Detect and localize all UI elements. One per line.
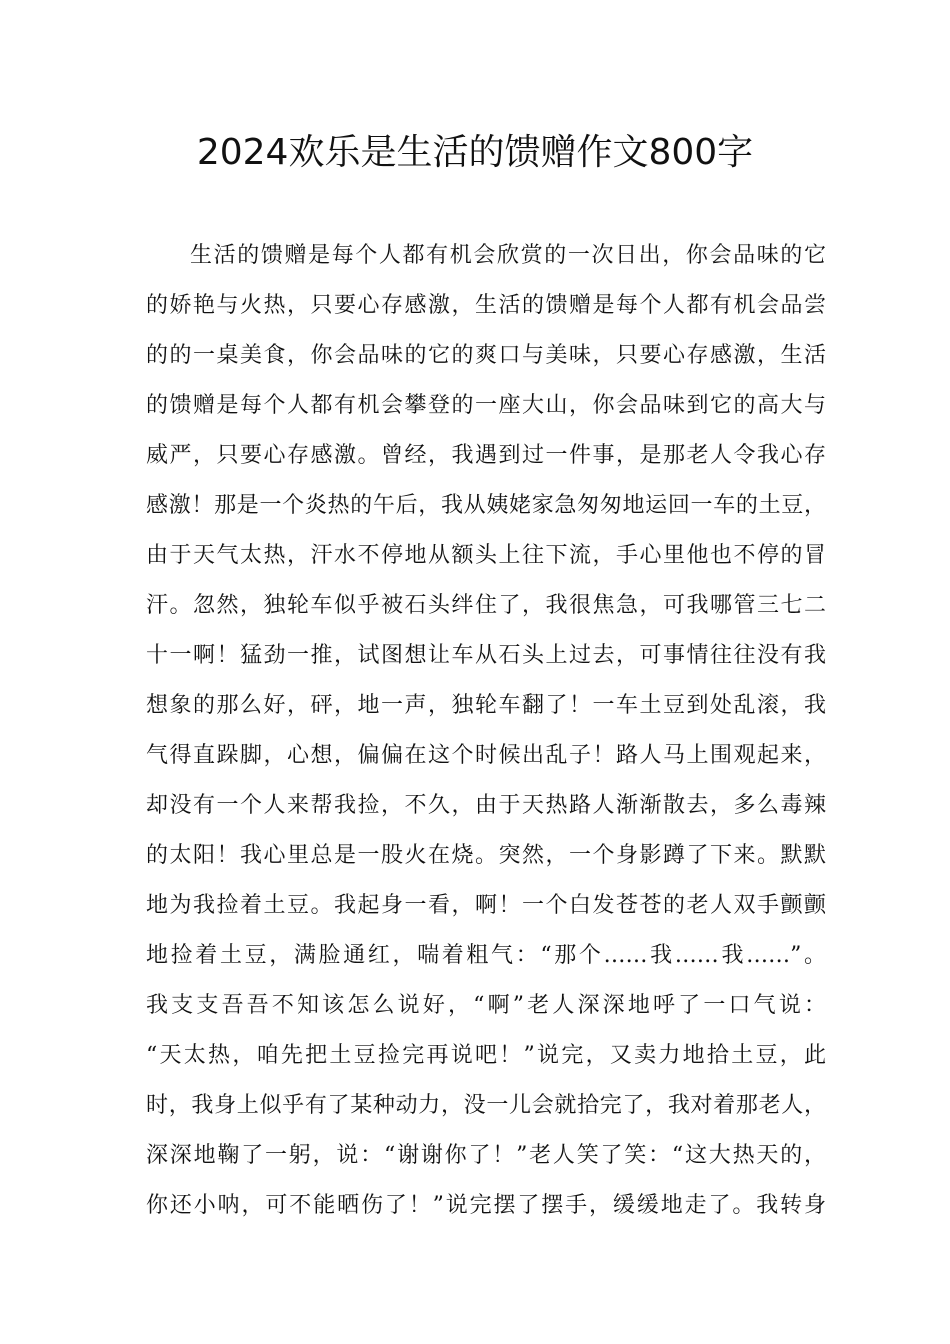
text-line: 想象的那么好，砰，地一声，独轮车翻了！一车土豆到处乱滚，我 bbox=[146, 693, 826, 718]
text-line: 你还小呐，可不能晒伤了！”说完摆了摆手，缓缓地走了。我转身 bbox=[146, 1193, 826, 1218]
text-line: 地为我捡着土豆。我起身一看，啊！一个白发苍苍的老人双手颤颤 bbox=[146, 893, 826, 918]
text-line: 我支支吾吾不知该怎么说好，“啊”老人深深地呼了一口气说： bbox=[146, 993, 826, 1018]
text-line: 气得直跺脚，心想，偏偏在这个时候出乱子！路人马上围观起来， bbox=[146, 743, 826, 768]
text-line: 汗。忽然，独轮车似乎被石头绊住了，我很焦急，可我哪管三七二 bbox=[146, 593, 826, 618]
text-line: 十一啊！猛劲一推，试图想让车从石头上过去，可事情往往没有我 bbox=[146, 643, 826, 668]
text-line: 由于天气太热，汗水不停地从额头上往下流，手心里他也不停的冒 bbox=[146, 543, 826, 568]
text-line: 却没有一个人来帮我捡，不久，由于天热路人渐渐散去，多么毒辣 bbox=[146, 793, 826, 818]
text-line: 的的一桌美食，你会品味的它的爽口与美味，只要心存感激，生活 bbox=[146, 343, 826, 368]
text-line: 威严，只要心存感激。曾经，我遇到过一件事，是那老人令我心存 bbox=[146, 443, 826, 468]
text-line: 生活的馈赠是每个人都有机会欣赏的一次日出，你会品味的它 bbox=[190, 243, 826, 268]
text-line: 深深地鞠了一躬，说：“谢谢你了！”老人笑了笑：“这大热天的， bbox=[146, 1143, 826, 1168]
text-line: 地捡着土豆，满脸通红，喘着粗气：“那个……我……我……”。 bbox=[146, 943, 826, 968]
text-line: 的馈赠是每个人都有机会攀登的一座大山，你会品味到它的高大与 bbox=[146, 393, 826, 418]
essay-body bbox=[146, 231, 826, 1231]
text-line: 的太阳！我心里总是一股火在烧。突然，一个身影蹲了下来。默默 bbox=[146, 843, 826, 868]
page-title: 2024欢乐是生活的馈赠作文800字 bbox=[196, 132, 754, 173]
text-line: “天太热，咱先把土豆捡完再说吧！”说完，又卖力地拾土豆，此 bbox=[146, 1043, 826, 1068]
text-line: 感激！那是一个炎热的午后，我从姨姥家急匆匆地运回一车的土豆， bbox=[146, 493, 826, 518]
text-line: 的娇艳与火热，只要心存感激，生活的馈赠是每个人都有机会品尝 bbox=[146, 293, 826, 318]
text-line: 时，我身上似乎有了某种动力，没一儿会就拾完了，我对着那老人， bbox=[146, 1093, 826, 1118]
